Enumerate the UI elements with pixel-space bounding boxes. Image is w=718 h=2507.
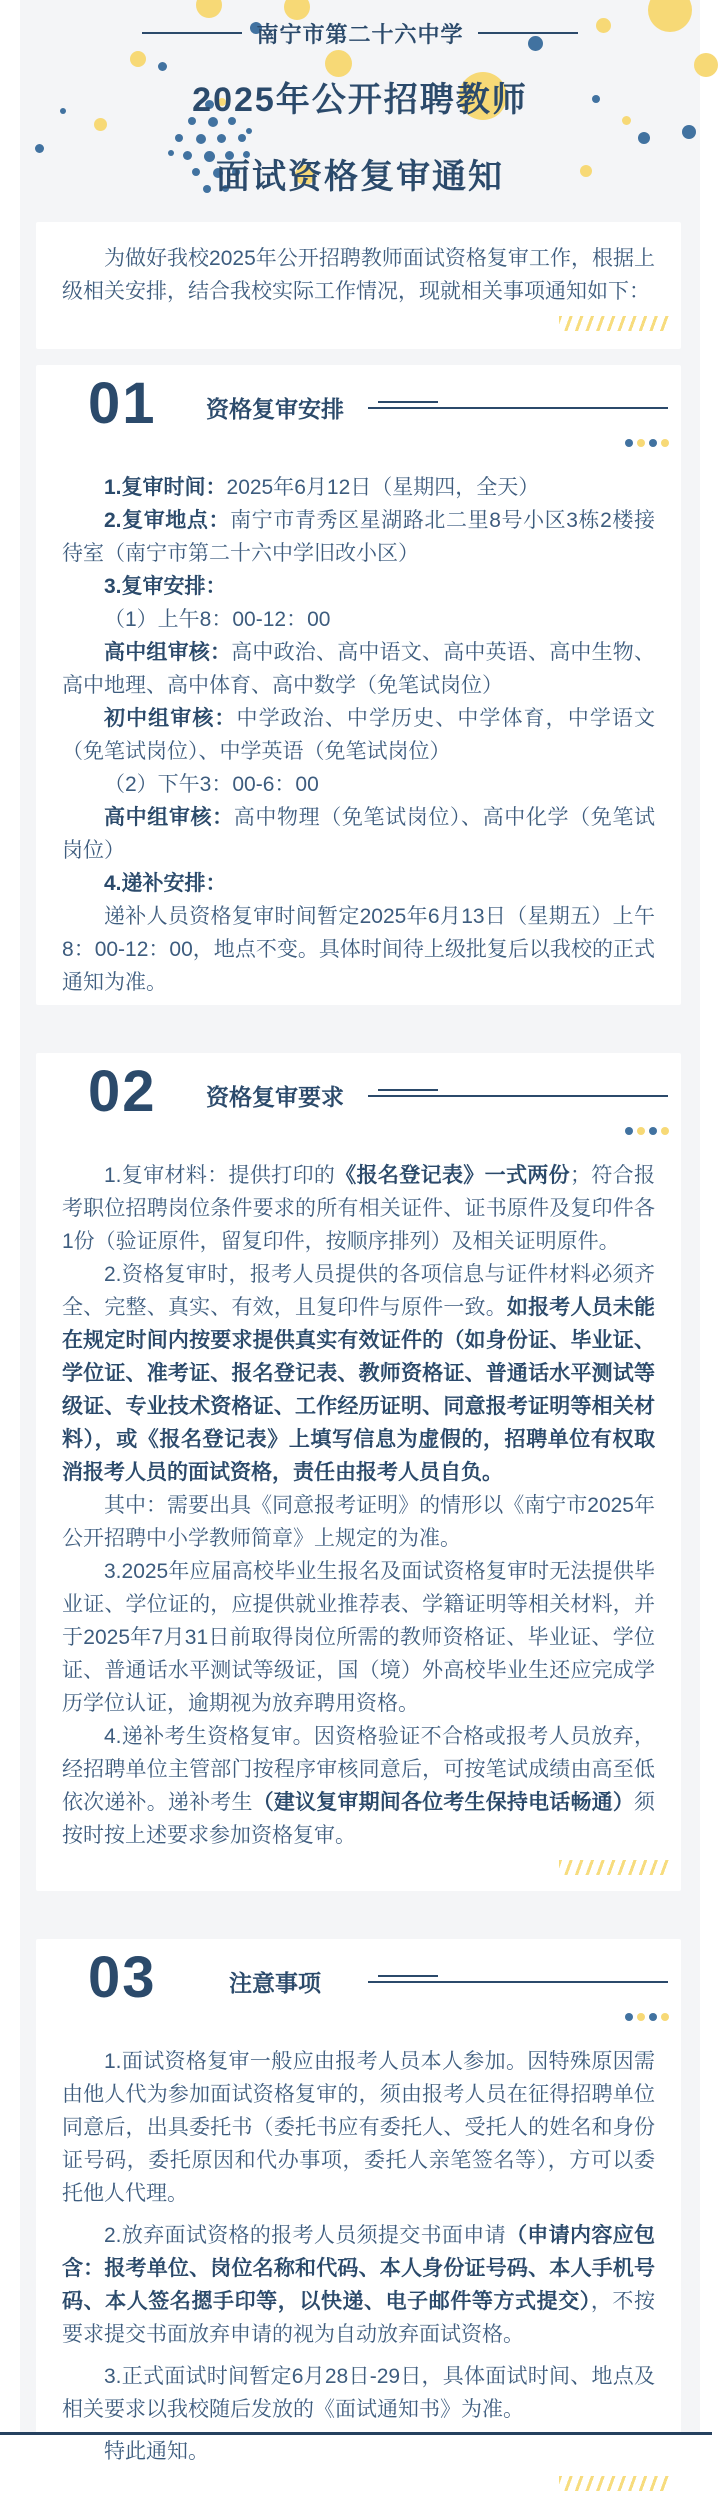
main-title-line-2: 面试资格复审通知 <box>216 158 504 196</box>
hatch-decoration <box>559 2476 669 2491</box>
decor-blue-dot-icon <box>175 134 183 142</box>
paragraph: 2.放弃面试资格的报考人员须提交书面申请（申请内容应包含：报考单位、岗位名称和代码、本人身份证号码、本人手机号码、本人签名摁手印等，以快递、电子邮件等方式提交），不按要求提交书面放弃申请的视为自动放弃面试资格。 <box>62 2224 656 2346</box>
decor-yellow-dot-icon <box>130 51 146 67</box>
decor-blue-dot-icon <box>217 134 226 143</box>
dot-yellow-icon <box>637 2013 645 2021</box>
section-dots <box>625 439 669 447</box>
paragraph: 初中组审核：中学政治、中学历史、中学体育，中学语文（免笔试岗位）、中学英语（免笔试岗位） <box>62 707 655 763</box>
section-body <box>62 2045 655 2468</box>
header <box>20 20 700 46</box>
dot-blue-icon <box>625 439 633 447</box>
section-line-short <box>378 1089 438 1091</box>
section-line-long <box>368 407 668 409</box>
divider-line-right <box>478 32 578 34</box>
dot-blue-icon <box>649 439 657 447</box>
dot-blue-icon <box>625 1127 633 1135</box>
dot-yellow-icon <box>661 2013 669 2021</box>
paragraph: 高中组审核：高中政治、高中语文、高中英语、高中生物、高中地理、高中体育、高中数学（免笔试岗位） <box>62 641 656 697</box>
section-line-short <box>378 1975 438 1977</box>
dot-yellow-icon <box>637 1127 645 1135</box>
section-card-3 <box>36 1939 681 2507</box>
section-title: 资格复审要求 <box>206 1084 344 1110</box>
decor-blue-dot-icon <box>158 62 167 71</box>
section-header <box>62 1945 655 2045</box>
dot-yellow-icon <box>661 1127 669 1135</box>
school-name: 南宁市第二十六中学 <box>256 21 464 47</box>
section-number: 03 <box>88 1945 157 2010</box>
paragraph: （2）下午3：00-6：00 <box>104 773 319 796</box>
divider-line-left <box>142 32 242 34</box>
paragraph: 1.面试资格复审一般应由报考人员本人参加。因特殊原因需由他人代为参加面试资格复审的，须由报考人员在征得招聘单位同意后，出具委托书（委托书应有委托人、受托人的姓名和身份证号码，委托原因和代办事项，委托人亲笔签名等），方可以委托他人代理。 <box>62 2050 655 2205</box>
section-title: 资格复审安排 <box>206 396 344 422</box>
section-header <box>62 1059 655 1159</box>
paragraph: 高中组审核：高中物理（免笔试岗位）、高中化学（免笔试岗位） <box>62 806 656 862</box>
dot-blue-icon <box>649 2013 657 2021</box>
paragraph: 其中：需要出具《同意报考证明》的情形以《南宁市2025年公开招聘中小学教师简章》上规定的为准。 <box>62 1494 655 1550</box>
page-panel <box>20 0 700 2463</box>
section-body <box>62 1159 655 1852</box>
bottom-edge-bar <box>0 2432 712 2435</box>
paragraph: 2.复审地点：南宁市青秀区星湖路北二里8号小区3栋2楼接待室（南宁市第二十六中学旧改小区） <box>62 509 655 565</box>
section-body <box>62 471 655 999</box>
paragraph: 2.资格复审时，报考人员提供的各项信息与证件材料必须齐全、完整、真实、有效，且复印件与原件一致。如报考人员未能在规定时间内按要求提供真实有效证件的（如身份证、毕业证、学位证、准考证、报名登记表、教师资格证、普通话水平测试等级证、专业技术资格证、工作经历证明、同意报考证明等相关材料），或《报名登记表》上填写信息为虚假的，招聘单位有权取消报考人员的面试资格，责任由报考人员自负。 <box>62 1263 656 1484</box>
section-title: 注意事项 <box>229 1970 321 1996</box>
paragraph: 3.2025年应届高校毕业生报名及面试资格复审时无法提供毕业证、学位证的，应提供就业推荐表、学籍证明等相关材料，并于2025年7月31日前取得岗位所需的教师资格证、毕业证、学位证、普通话水平测试等级证，国（境）外高校毕业生还应完成学历学位认证，逾期视为放弃聘用资格。 <box>62 1560 655 1715</box>
section-dots <box>625 2013 669 2021</box>
dot-blue-icon <box>649 1127 657 1135</box>
section-card-1 <box>36 365 681 1005</box>
paragraph: 3.正式面试时间暂定6月28日-29日，具体面试时间、地点及相关要求以我校随后发放的《面试通知书》为准。 <box>62 2365 655 2421</box>
section-line-long <box>368 1095 668 1097</box>
section-line-long <box>368 1981 668 1983</box>
paragraph: 特此通知。 <box>104 2440 209 2463</box>
paragraph: 4.递补考生资格复审。因资格验证不合格或报考人员放弃，经招聘单位主管部门按程序审核同意后，可按笔试成绩由高至低依次递补。递补考生（建议复审期间各位考生保持电话畅通）须按时按上述要求参加资格复审。 <box>62 1725 656 1847</box>
section-card-2 <box>36 1053 681 1891</box>
dot-yellow-icon <box>661 439 669 447</box>
decor-blue-dot-icon <box>238 134 246 142</box>
decor-blue-dot-icon <box>638 132 650 144</box>
dot-yellow-icon <box>637 439 645 447</box>
decor-blue-dot-icon <box>682 125 696 139</box>
paragraph: 3.复审安排： <box>104 575 227 598</box>
decor-blue-dot-icon <box>246 128 252 134</box>
decor-blue-dot-icon <box>196 134 206 144</box>
paragraph: 递补人员资格复审时间暂定2025年6月13日（星期五）上午8：00-12：00，地点不变。具体时间待上级批复后以我校的正式通知为准。 <box>62 905 655 994</box>
section-number: 02 <box>88 1059 157 1124</box>
section-line-short <box>378 401 438 403</box>
paragraph: 1.复审时间：2025年6月12日（星期四，全天） <box>104 476 540 499</box>
dot-blue-icon <box>625 2013 633 2021</box>
main-title-line-1: 2025年公开招聘教师 <box>192 81 528 119</box>
section-header <box>62 371 655 471</box>
section-number: 01 <box>88 371 157 436</box>
paragraph: 4.递补安排： <box>104 872 227 895</box>
paragraph: （1）上午8：00-12：00 <box>104 608 331 631</box>
decor-yellow-dot-icon <box>196 0 222 18</box>
paragraph: 1.复审材料：提供打印的《报名登记表》一式两份；符合报考职位招聘岗位条件要求的所有相关证件、证书原件及复印件各1份（验证原件，留复印件，按顺序排列）及相关证明原件。 <box>62 1164 656 1253</box>
hatch-decoration <box>559 1860 669 1875</box>
intro-card <box>36 222 681 349</box>
section-dots <box>625 1127 669 1135</box>
intro-paragraph: 为做好我校2025年公开招聘教师面试资格复审工作，根据上级相关安排，结合我校实际工作情况，现就相关事项通知如下： <box>62 247 655 303</box>
hatch-decoration <box>559 316 669 331</box>
